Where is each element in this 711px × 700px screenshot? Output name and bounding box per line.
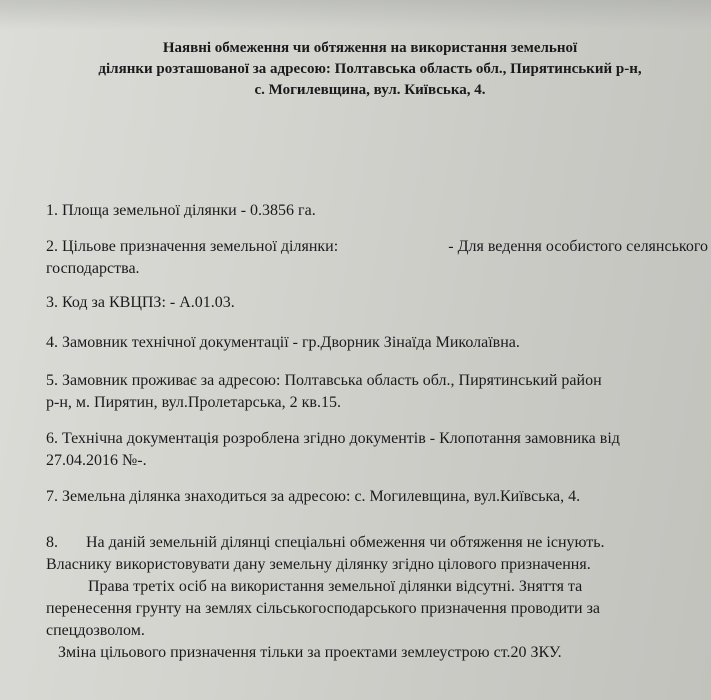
item-7-location: 7. Земельна ділянка знаходиться за адресою: с. Могилевщина, вул.Київська, 4. [46, 488, 581, 505]
item-2-label: 2. Цільове призначення земельної ділянки: [46, 238, 339, 255]
item-8-line-3: Права третіх осіб на використання земельної ділянки відсутні. Зняття та [88, 578, 583, 595]
item-4-customer: 4. Замовник технічної документації - гр.Дворник Зінаїда Миколаївна. [46, 334, 520, 351]
item-8-line-1: На даній земельній ділянці спеціальні обмеження чи обтяження не існують. [86, 534, 605, 551]
item-8-line-6: Зміна цільового призначення тільки за проектами землеустрою ст.20 ЗКУ. [58, 644, 562, 661]
heading-line-2: ділянки розташованої за адресою: Полтавська область обл., Пирятинський р-н, [98, 61, 642, 77]
item-8-line-2: Власнику використовувати дану земельну ділянку згідно цілового призначення. [46, 556, 591, 573]
heading-line-3: с. Могилевщина, вул. Київська, 4. [254, 82, 486, 98]
item-2-value: - Для ведення особистого селянського [448, 238, 708, 255]
item-3-code: 3. Код за КВЦПЗ: - А.01.03. [46, 294, 235, 311]
item-5-address [46, 370, 708, 414]
heading-line-1: Наявні обмеження чи обтяження на використання земельної [162, 40, 578, 56]
item-8-line-5: спецдозволом. [46, 622, 145, 639]
item-5-line-1: 5. Замовник проживає за адресою: Полтавська область обл., Пирятинський район [46, 372, 602, 389]
item-1-area: 1. Площа земельної ділянки - 0.3856 га. [46, 202, 316, 219]
item-5-line-2: р-н, м. Пирятин, вул.Пролетарська, 2 кв.15. [46, 394, 341, 411]
item-6-line-1: 6. Технічна документація розроблена згідно документів - Клопотання замовника від [46, 430, 620, 447]
item-2-purpose [46, 236, 708, 280]
item-8-number: 8. [46, 534, 58, 551]
item-2-continuation: господарства. [46, 260, 140, 277]
item-8-line-4: перенесення грунту на землях сільськогосподарського призначення проводити за [46, 600, 601, 617]
item-8-restrictions [46, 532, 708, 664]
document-heading [60, 38, 680, 101]
paper-shadow [0, 0, 711, 30]
item-6-documentation [46, 428, 708, 472]
item-6-line-2: 27.04.2016 №-. [46, 452, 147, 469]
